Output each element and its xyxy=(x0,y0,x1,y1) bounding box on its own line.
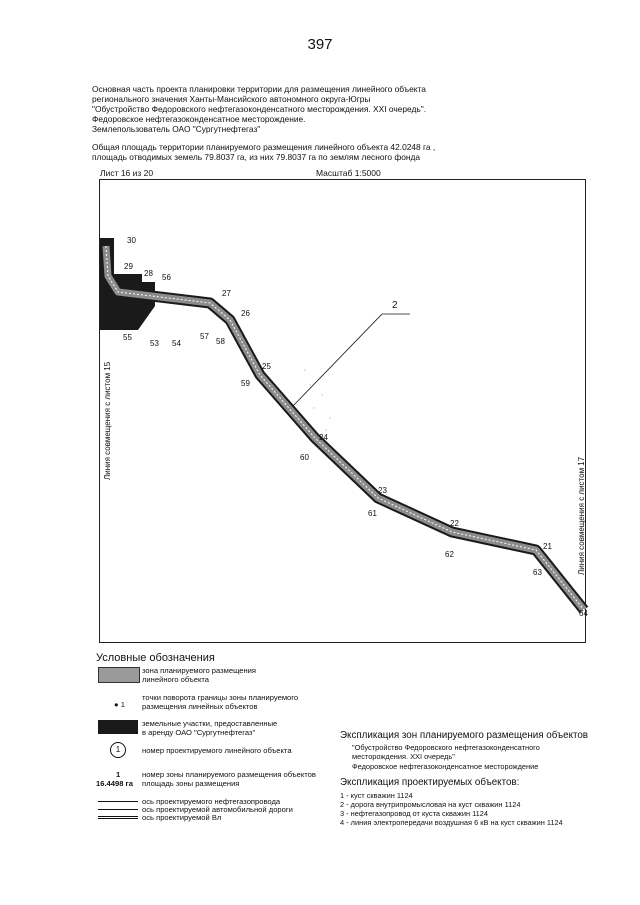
point-label: 24 xyxy=(319,433,328,442)
zone-fill xyxy=(106,246,584,610)
legend-object-text: номер проектируемого линейного объекта xyxy=(142,746,292,755)
point-label: 59 xyxy=(241,379,250,388)
explication-item: 4 - линия электропередачи воздушная 6 кВ на куст скважин 1124 xyxy=(340,818,563,827)
scale-label: Масштаб 1:5000 xyxy=(316,168,381,178)
point-label: 53 xyxy=(150,339,159,348)
legend-title: Условные обозначения xyxy=(96,652,215,664)
explication-title-zones: Экспликация зон планируемого размещения объектов xyxy=(340,730,588,741)
legend-axis-road-line xyxy=(98,809,138,810)
point-label: 21 xyxy=(543,542,552,551)
point-label: 23 xyxy=(378,486,387,495)
legend-object-marker: 1 xyxy=(110,742,126,758)
point-label: 64 xyxy=(579,609,588,618)
point-label: 26 xyxy=(241,309,250,318)
point-label: 60 xyxy=(300,453,309,462)
legend-point-marker: ● 1 xyxy=(114,700,125,709)
side-label-right: Линия совмещения с листом 17 xyxy=(577,456,586,575)
object-number-label: 2 xyxy=(392,300,398,311)
legend-lease-text: земельные участки, предоставленные в аренду ОАО "Сургутнефтегаз" xyxy=(142,719,278,737)
header-line: Землепользователь ОАО "Сургутнефтегаз" xyxy=(92,124,261,134)
area-summary xyxy=(92,142,472,162)
header-line: регионального значения Ханты-Мансийского автономного округа-Югры xyxy=(92,94,371,104)
legend-axis-vl-line xyxy=(98,816,138,819)
explication-zone-line: Федоровское нефтегазоконденсатное месторождение xyxy=(352,762,539,771)
document-header xyxy=(92,84,472,134)
legend-zone-area: 16.4498 га xyxy=(96,779,133,788)
point-label: 61 xyxy=(368,509,377,518)
point-label: 56 xyxy=(162,273,171,282)
legend-axis-oil-text: ось проектируемого нефтегазопровода xyxy=(142,797,281,806)
explication-item: 1 - куст скважин 1124 xyxy=(340,791,413,800)
area-line: Общая площадь территории планируемого размещения линейного объекта 42.0248 га , xyxy=(92,142,436,152)
legend-point-number: 1 xyxy=(120,700,125,709)
map-frame xyxy=(99,179,586,643)
legend-zone-number: 1 xyxy=(116,770,121,779)
route-map xyxy=(100,180,587,644)
explication-title-objects: Экспликация проектируемых объектов: xyxy=(340,777,520,788)
point-label: 55 xyxy=(123,333,132,342)
explication-item: 2 - дорога внутрипромысловая на куст скважин 1124 xyxy=(340,800,521,809)
page-number: 397 xyxy=(307,36,333,53)
explication-zone-line: "Обустройство Федоровского нефтегазоконденсатного xyxy=(352,743,540,752)
point-label: 22 xyxy=(450,519,459,528)
dotted-area xyxy=(304,369,330,430)
point-label: 62 xyxy=(445,550,454,559)
header-line: Основная часть проекта планировки территории для размещения линейного объекта xyxy=(92,84,426,94)
legend-zone-text: зона планируемого размещения линейного объекта xyxy=(142,666,257,684)
legend-zone-swatch xyxy=(98,667,140,683)
legend-axis-road-text: ось проектируемой автомобильной дороги xyxy=(142,805,293,814)
point-label: 29 xyxy=(124,262,133,271)
point-label: 58 xyxy=(216,337,225,346)
point-label: 54 xyxy=(172,339,181,348)
legend-axis-vl-text: ось проектируемой Вл xyxy=(142,813,222,822)
explication-zone-line: месторождения. XXI очередь" xyxy=(352,752,455,761)
leader-line xyxy=(293,314,382,406)
sheet-label: Лист 16 из 20 xyxy=(100,168,154,178)
explication-item: 3 - нефтегазопровод от куста скважин 1124 xyxy=(340,809,489,818)
point-label: 63 xyxy=(533,568,542,577)
point-label: 27 xyxy=(222,289,231,298)
point-label: 25 xyxy=(262,362,271,371)
legend-lease-swatch xyxy=(98,720,138,734)
point-label: 57 xyxy=(200,332,209,341)
point-label: 28 xyxy=(144,269,153,278)
legend-zone-number-text: номер зоны планируемого размещения объектов площадь зоны размещения xyxy=(142,770,316,788)
point-label: 30 xyxy=(127,236,136,245)
legend-points-text: точки поворота границы зоны планируемого размещения линейных объектов xyxy=(142,693,299,711)
legend-axis-oil-line xyxy=(98,801,138,802)
area-line: площадь отводимых земель 79.8037 га, из них 79.8037 га по землям лесного фонда xyxy=(92,152,421,162)
header-line: Федоровское нефтегазоконденсатное месторождение. xyxy=(92,114,306,124)
header-line: "Обустройство Федоровского нефтегазоконденсатного месторождения. XXI очередь". xyxy=(92,104,427,114)
side-label-left: Линия совмещения с листом 15 xyxy=(103,361,112,480)
